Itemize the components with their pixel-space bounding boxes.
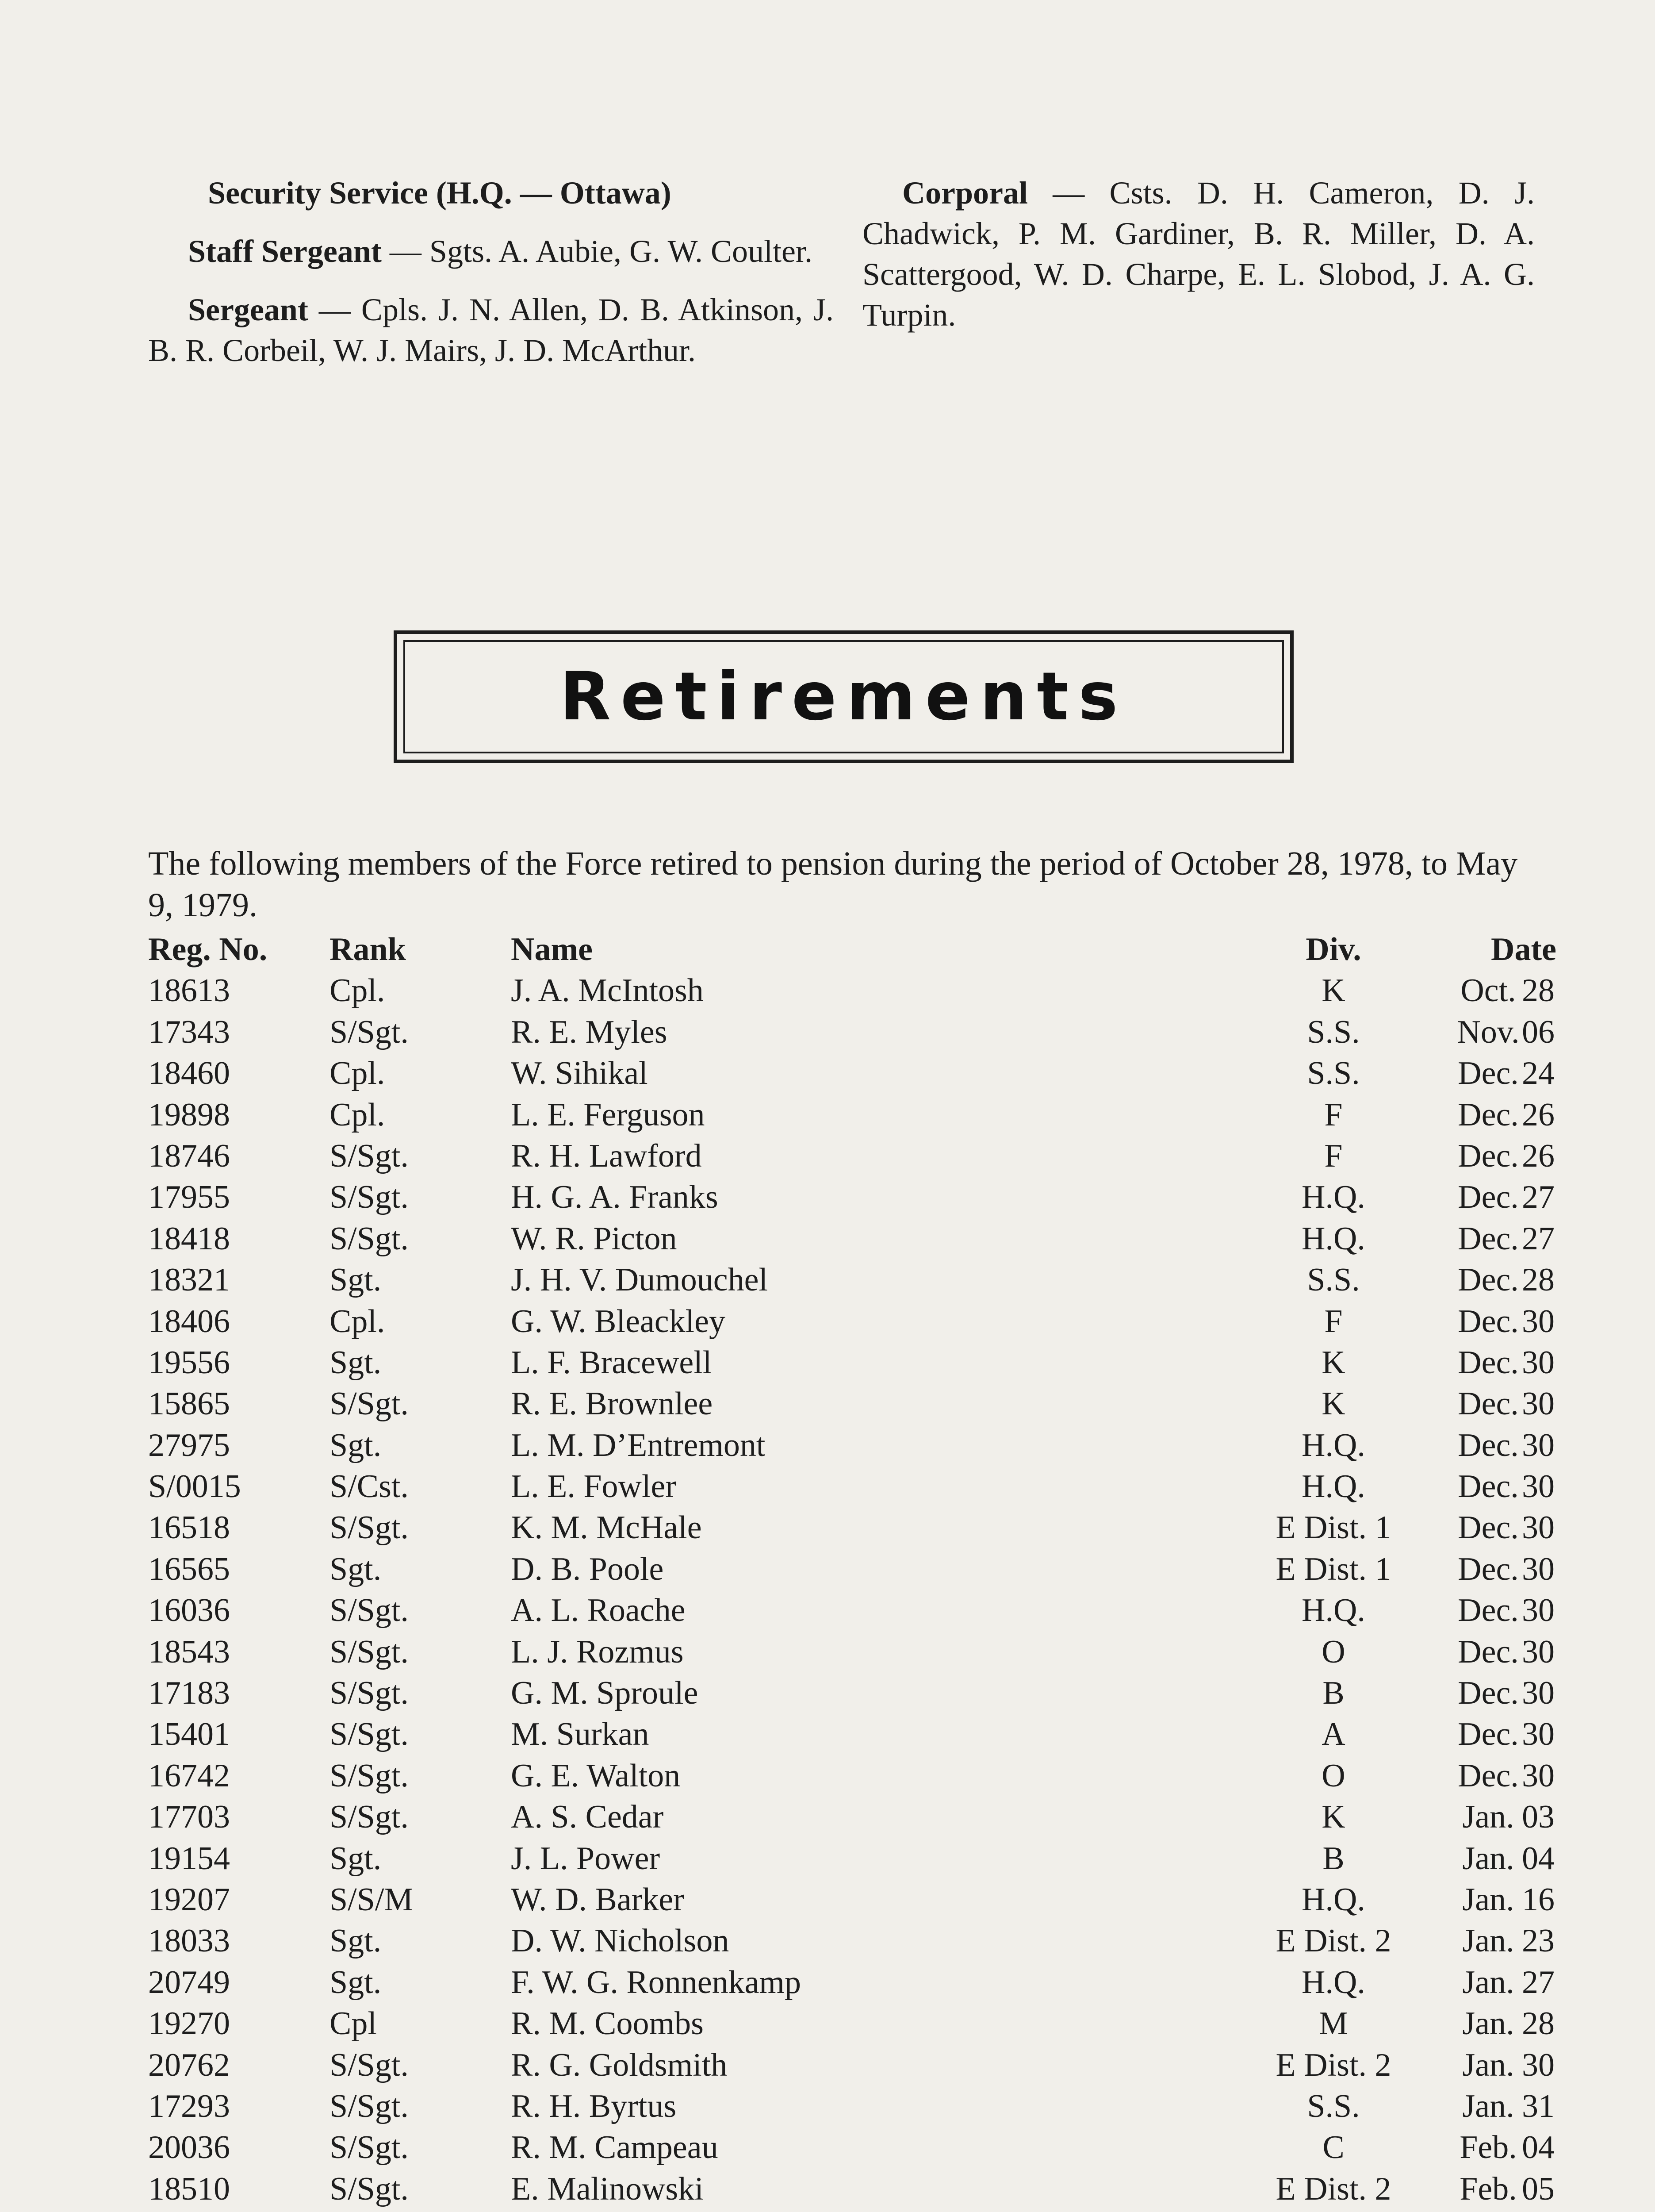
table-row	[148, 2169, 1555, 2210]
cell-day	[1502, 2210, 1555, 2212]
cell-rank: S/Sgt.	[329, 1179, 409, 1216]
cell-day: 30	[1522, 1757, 1555, 1794]
cell-day: 30	[1522, 2047, 1555, 2083]
cell-month: Dec.	[1458, 1633, 1519, 1670]
cell-day: 30	[1522, 1509, 1555, 1546]
cell-rank: Cpl.	[329, 1303, 385, 1340]
cell-name	[511, 2210, 649, 2212]
cell-month: Jan.	[1462, 1881, 1514, 1918]
table-row	[148, 1012, 1555, 1053]
header-div: Div.	[1306, 931, 1361, 968]
cell-day: 30	[1522, 1675, 1555, 1712]
cell-month: Dec.	[1458, 1096, 1519, 1133]
cell-div: K	[1322, 1386, 1345, 1422]
cell-month: Feb.	[1460, 2170, 1517, 2207]
table-row	[148, 1177, 1555, 1218]
cell-div: O	[1322, 1757, 1345, 1794]
cell-reg-no: 18406	[148, 1303, 230, 1340]
cell-name: A. S. Cedar	[511, 1799, 664, 1836]
cell-name: K. M. McHale	[511, 1509, 702, 1546]
cell-name: D. B. Poole	[511, 1551, 664, 1587]
cell-div: E Dist. 2	[1276, 2047, 1391, 2083]
table-row	[148, 2127, 1555, 2168]
cell-name: G. M. Sproule	[511, 1675, 698, 1712]
cell-month: Jan.	[1462, 2088, 1514, 2124]
cell-name: J. L. Power	[511, 1840, 660, 1877]
cell-name: E. Malinowski	[511, 2170, 704, 2207]
cell-rank: S/Sgt.	[329, 1757, 409, 1794]
cell-month: Jan.	[1462, 1964, 1514, 2001]
cell-reg-no: 17955	[148, 1179, 230, 1216]
cell-reg-no: 19154	[148, 1840, 230, 1877]
cell-day: 26	[1522, 1096, 1555, 1133]
cell-reg-no: 17293	[148, 2088, 230, 2124]
table-row	[148, 1920, 1555, 1962]
cell-rank: S/Sgt.	[329, 1716, 409, 1753]
cell-div: S.S.	[1307, 1014, 1360, 1050]
cell-name: G. W. Bleackley	[511, 1303, 726, 1340]
cell-rank	[329, 2210, 409, 2212]
cell-day: 28	[1522, 1262, 1555, 1298]
intro-paragraph: The following members of the Force retired to pension during the period of October 28, 1978, to May 9, 1979.	[148, 845, 1518, 924]
cell-day: 04	[1522, 2129, 1555, 2166]
cell-rank: Sgt.	[329, 1923, 382, 1959]
table-row	[148, 1962, 1555, 2003]
cell-reg-no: 17183	[148, 1675, 230, 1712]
cell-month: Dec.	[1458, 1344, 1519, 1381]
cell-day: 26	[1522, 1137, 1555, 1174]
cell-div: F	[1324, 1303, 1343, 1340]
cell-month: Dec.	[1458, 1551, 1519, 1587]
cell-reg-no: 18418	[148, 1220, 230, 1257]
cell-month	[1364, 2210, 1612, 2212]
cell-name: L. M. D’Entremont	[511, 1427, 766, 1463]
table-row	[148, 2210, 1546, 2212]
cell-reg-no: 18510	[148, 2170, 230, 2207]
table-row	[148, 1632, 1555, 1673]
cell-div: S.S.	[1307, 1262, 1360, 1298]
cell-reg-no: 27975	[148, 1427, 230, 1463]
cell-rank: Cpl	[329, 2005, 377, 2042]
table-row	[148, 1218, 1555, 1260]
cell-name: W. Sihikal	[511, 1055, 648, 1092]
cell-name: W. R. Picton	[511, 1220, 677, 1257]
cell-reg-no: 15401	[148, 1716, 230, 1753]
cell-day: 05	[1522, 2170, 1555, 2207]
cell-rank: S/Sgt.	[329, 1386, 409, 1422]
table-row	[148, 1549, 1555, 1590]
cell-day: 23	[1522, 1923, 1555, 1959]
cell-reg-no: 16565	[148, 1551, 230, 1587]
table-row	[148, 2045, 1555, 2086]
table-row	[148, 1301, 1555, 1342]
sergeant-paragraph	[148, 289, 834, 371]
cell-div: F	[1324, 1137, 1343, 1174]
table-row	[148, 1797, 1555, 1838]
cell-month: Dec.	[1458, 1757, 1519, 1794]
cell-div: K	[1322, 1344, 1345, 1381]
cell-month: Dec.	[1458, 1386, 1519, 1422]
cell-reg-no: 15865	[148, 1386, 230, 1422]
cell-rank: S/Sgt.	[329, 2129, 409, 2166]
cell-reg-no: S/0015	[148, 1468, 241, 1505]
cell-name: R. E. Myles	[511, 1014, 667, 1050]
cell-div: E Dist. 2	[1276, 2170, 1391, 2207]
cell-rank: S/Cst.	[329, 1468, 409, 1505]
cell-div: M	[1319, 2005, 1348, 2042]
cell-rank: Sgt.	[329, 1427, 382, 1463]
table-row	[148, 1879, 1555, 1920]
right-column	[862, 173, 1535, 353]
cell-reg-no: 19270	[148, 2005, 230, 2042]
cell-month: Jan.	[1462, 2047, 1514, 2083]
cell-reg-no: 17703	[148, 1799, 230, 1836]
cell-rank: S/Sgt.	[329, 2170, 409, 2207]
cell-rank: S/Sgt.	[329, 2047, 409, 2083]
cell-name: J. H. V. Dumouchel	[511, 1262, 768, 1298]
cell-month: Oct.	[1460, 972, 1516, 1009]
cell-day: 30	[1522, 1716, 1555, 1753]
cell-month: Dec.	[1458, 1262, 1519, 1298]
cell-day: 30	[1522, 1468, 1555, 1505]
cell-month: Dec.	[1458, 1468, 1519, 1505]
cell-div: H.Q.	[1302, 1881, 1365, 1918]
cell-rank: Sgt.	[329, 1840, 382, 1877]
header-rank: Rank	[329, 931, 406, 968]
table-row	[148, 1342, 1555, 1383]
cell-div: O	[1322, 1633, 1345, 1670]
cell-reg-no: 18033	[148, 1923, 230, 1959]
cell-name: R. H. Byrtus	[511, 2088, 677, 2124]
cell-day: 30	[1522, 1386, 1555, 1422]
table-row	[148, 1425, 1555, 1466]
table-row	[148, 2086, 1555, 2127]
cell-div: H.Q.	[1302, 1592, 1365, 1629]
staff-sergeant-paragraph	[148, 231, 834, 272]
cell-rank: S/Sgt.	[329, 1014, 409, 1050]
left-column	[148, 173, 834, 388]
cell-rank: S/Sgt.	[329, 1220, 409, 1257]
cell-month: Nov.	[1457, 1014, 1520, 1050]
table-row	[148, 1590, 1555, 1631]
header-name: Name	[511, 931, 593, 968]
cell-name: W. D. Barker	[511, 1881, 684, 1918]
corporal-paragraph	[862, 173, 1535, 335]
sergeant-text: — Cpls. J. N. Allen, D. B. Atkinson, J. B. R. Corbeil, W. J. Mairs, J. D. McArthur.	[148, 292, 834, 368]
cell-div: E Dist. 2	[1276, 1923, 1391, 1959]
cell-month: Dec.	[1458, 1179, 1519, 1216]
cell-name: R. G. Goldsmith	[511, 2047, 728, 2083]
cell-div: K	[1322, 1799, 1345, 1836]
cell-rank: Cpl.	[329, 1055, 385, 1092]
table-row	[148, 1136, 1555, 1177]
cell-day: 30	[1522, 1427, 1555, 1463]
cell-month: Dec.	[1458, 1592, 1519, 1629]
cell-day: 30	[1522, 1344, 1555, 1381]
table-row	[148, 1507, 1555, 1548]
table-header-row	[148, 929, 1556, 970]
cell-div: H.Q.	[1302, 1964, 1365, 2001]
cell-reg-no: 19556	[148, 1344, 230, 1381]
cell-day: 31	[1522, 2088, 1555, 2124]
cell-reg-no: 18543	[148, 1633, 230, 1670]
cell-name: R. H. Lawford	[511, 1137, 702, 1174]
cell-reg-no: 17343	[148, 1014, 230, 1050]
cell-rank: S/Sgt.	[329, 1633, 409, 1670]
cell-day: 28	[1522, 972, 1555, 1009]
cell-name: M. Surkan	[511, 1716, 649, 1753]
cell-rank: S/Sgt.	[329, 1799, 409, 1836]
cell-rank: S/Sgt.	[329, 1509, 409, 1546]
cell-month: Feb.	[1460, 2129, 1517, 2166]
cell-reg-no: 19207	[148, 1881, 230, 1918]
cell-reg-no: 16518	[148, 1509, 230, 1546]
cell-rank: S/Sgt.	[329, 1592, 409, 1629]
cell-name: R. M. Campeau	[511, 2129, 718, 2166]
cell-day: 30	[1522, 1633, 1555, 1670]
cell-rank: Cpl.	[329, 972, 385, 1009]
banner-title: Retirements	[559, 658, 1128, 735]
corporal-text: — Csts. D. H. Cameron, D. J. Chadwick, P. M. Gardiner, B. R. Miller, D. A. Scattergood, W. D. Charpe, E. L. Slobod, J. A. G. Turpin.	[862, 175, 1535, 333]
cell-name: L. F. Bracewell	[511, 1344, 712, 1381]
cell-div: H.Q.	[1302, 1468, 1365, 1505]
table-row	[148, 1838, 1555, 1879]
cell-month: Jan.	[1462, 1923, 1514, 1959]
cell-div: H.Q.	[1302, 1179, 1365, 1216]
cell-reg-no: 20749	[148, 1964, 230, 2001]
cell-month: Dec.	[1458, 1675, 1519, 1712]
cell-name: L. E. Ferguson	[511, 1096, 705, 1133]
cell-div: A	[1322, 1716, 1345, 1753]
cell-day: 24	[1522, 1055, 1555, 1092]
table-row	[148, 1466, 1555, 1507]
cell-day: 30	[1522, 1303, 1555, 1340]
cell-div: S.S.	[1307, 1055, 1360, 1092]
cell-name: H. G. A. Franks	[511, 1179, 718, 1216]
cell-name: D. W. Nicholson	[511, 1923, 729, 1959]
cell-day: 30	[1522, 1592, 1555, 1629]
cell-month: Jan.	[1462, 2005, 1514, 2042]
cell-reg-no	[148, 2210, 230, 2212]
cell-name: L. J. Rozmus	[511, 1633, 684, 1670]
cell-day: 28	[1522, 2005, 1555, 2042]
cell-day: 27	[1522, 1220, 1555, 1257]
header-reg-no: Reg. No.	[148, 931, 268, 968]
cell-rank: Sgt.	[329, 1551, 382, 1587]
table-row	[148, 1673, 1555, 1714]
cell-rank: S/Sgt.	[329, 1675, 409, 1712]
cell-rank: Sgt.	[329, 1344, 382, 1381]
cell-name: J. A. McIntosh	[511, 972, 704, 1009]
cell-day: 27	[1522, 1964, 1555, 2001]
cell-month: Jan.	[1462, 1840, 1514, 1877]
sergeant-lead: Sergeant	[188, 292, 308, 327]
header-date: Date	[1491, 931, 1556, 968]
cell-name: L. E. Fowler	[511, 1468, 677, 1505]
cell-div: S.S.	[1307, 2088, 1360, 2124]
cell-month: Dec.	[1458, 1220, 1519, 1257]
cell-day: 04	[1522, 1840, 1555, 1877]
cell-div: F	[1324, 1096, 1343, 1133]
cell-rank: Cpl.	[329, 1096, 385, 1133]
cell-reg-no: 20036	[148, 2129, 230, 2166]
cell-rank: Sgt.	[329, 1964, 382, 2001]
table-row	[148, 1383, 1555, 1425]
retirements-banner	[394, 630, 1294, 763]
cell-rank: S/Sgt.	[329, 2088, 409, 2124]
cell-div: H.Q.	[1302, 1220, 1365, 1257]
cell-name: R. E. Brownlee	[511, 1386, 713, 1422]
table-row	[148, 1755, 1555, 1797]
staff-sergeant-lead: Staff Sergeant	[188, 234, 382, 269]
table-row	[148, 1714, 1555, 1755]
cell-div: K	[1322, 972, 1345, 1009]
cell-rank: Sgt.	[329, 1262, 382, 1298]
cell-name: A. L. Roache	[511, 1592, 686, 1629]
table-row	[148, 1094, 1555, 1136]
cell-reg-no: 18321	[148, 1262, 230, 1298]
cell-reg-no: 18613	[148, 972, 230, 1009]
table-row	[148, 2003, 1555, 2044]
cell-reg-no: 16036	[148, 1592, 230, 1629]
cell-name: G. E. Walton	[511, 1757, 681, 1794]
staff-sergeant-text: — Sgts. A. Aubie, G. W. Coulter.	[381, 234, 813, 269]
cell-name: R. M. Coombs	[511, 2005, 704, 2042]
cell-month: Jan.	[1462, 1799, 1514, 1836]
corporal-lead: Corporal	[902, 175, 1028, 211]
cell-month: Dec.	[1458, 1055, 1519, 1092]
cell-reg-no: 16742	[148, 1757, 230, 1794]
cell-name: F. W. G. Ronnenkamp	[511, 1964, 801, 2001]
cell-month: Dec.	[1458, 1137, 1519, 1174]
cell-div: C	[1322, 2129, 1345, 2166]
cell-month: Dec.	[1458, 1303, 1519, 1340]
cell-div: B	[1322, 1675, 1345, 1712]
cell-day: 30	[1522, 1551, 1555, 1587]
cell-day: 16	[1522, 1881, 1555, 1918]
cell-month: Dec.	[1458, 1509, 1519, 1546]
cell-div: H.Q.	[1302, 1427, 1365, 1463]
cell-month: Dec.	[1458, 1716, 1519, 1753]
cell-div: E Dist. 1	[1276, 1551, 1391, 1587]
table-row	[148, 970, 1555, 1011]
cell-month: Dec.	[1458, 1427, 1519, 1463]
cell-reg-no: 18746	[148, 1137, 230, 1174]
cell-reg-no: 19898	[148, 1096, 230, 1133]
section-heading: Security Service (H.Q. — Ottawa)	[208, 175, 671, 211]
cell-rank: S/S/M	[329, 1881, 414, 1918]
cell-day: 27	[1522, 1179, 1555, 1216]
cell-rank: S/Sgt.	[329, 1137, 409, 1174]
cell-reg-no: 18460	[148, 1055, 230, 1092]
cell-reg-no: 20762	[148, 2047, 230, 2083]
table-row	[148, 1260, 1555, 1301]
cell-day: 03	[1522, 1799, 1555, 1836]
table-row	[148, 1053, 1555, 1094]
cell-day: 06	[1522, 1014, 1555, 1050]
retirements-table	[148, 929, 1556, 2212]
cell-div: B	[1322, 1840, 1345, 1877]
cell-div: E Dist. 1	[1276, 1509, 1391, 1546]
